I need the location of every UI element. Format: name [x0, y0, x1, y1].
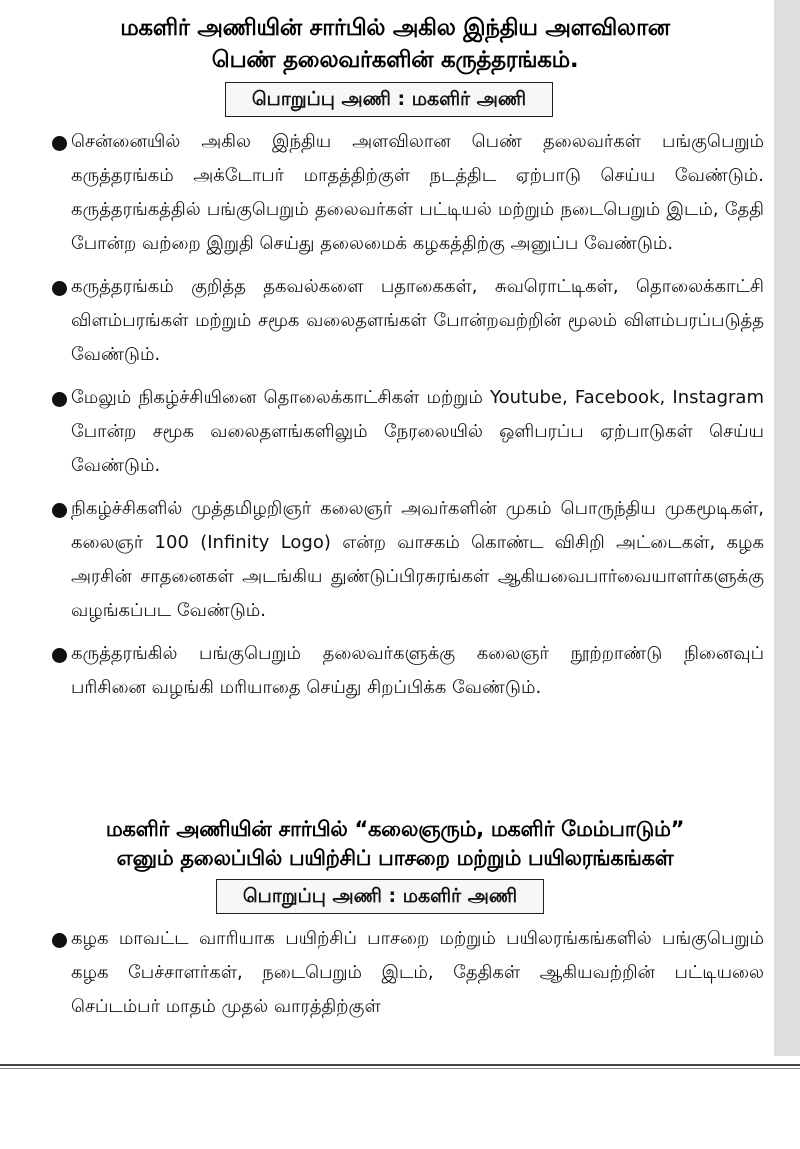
section-heading: [16, 815, 774, 873]
bottom-divider-thin: [0, 1068, 800, 1069]
section-womens-wing-seminar: [16, 12, 774, 714]
list-item: [16, 492, 774, 628]
list-item: [16, 922, 774, 1024]
section-heading: [16, 12, 774, 76]
bullet-icon: [52, 281, 67, 296]
heading-line-2: பெண் தலைவர்களின் கருத்தரங்கம்.: [211, 47, 579, 73]
section-training-workshops: [16, 815, 774, 1033]
bullet-list: [16, 922, 774, 1024]
bullet-text: சென்னையில் அகில இந்திய அளவிலான பெண் தலைவர்கள் பங்குபெறும் கருத்தரங்கம் அக்டோபர் மாதத்திற்குள் நடத்திட ஏற்பாடு செய்ய வேண்டும். கருத்தரங்கத்தில் பங்குபெறும் தலைவர்கள் பட்டியல் மற்றும் நடைபெறும் இடம், தேதி போன்ற வற்றை இறுதி செய்து தலைமைக் கழகத்திற்கு அனுப்ப வேண்டும்.: [71, 131, 764, 254]
bullet-icon: [52, 503, 67, 518]
bullet-list: [16, 125, 774, 705]
bullet-icon: [52, 136, 67, 151]
bullet-text: கழக மாவட்ட வாரியாக பயிற்சிப் பாசறை மற்றும் பயிலரங்கங்களில் பங்குபெறும் கழக பேச்சாளர்கள், நடைபெறும் இடம், தேதிகள் ஆகியவற்றின் பட்டியலை செப்டம்பர் மாதம் முதல் வாரத்திற்குள்: [71, 928, 764, 1017]
bullet-text: நிகழ்ச்சிகளில் முத்தமிழறிஞர் கலைஞர் அவர்களின் முகம் பொருந்திய முகமூடிகள், கலைஞர் 100 (Infinity Logo) என்ற வாசகம் கொண்ட விசிறி அட்டைகள், கழக அரசின் சாதனைகள் அடங்கிய துண்டுப்பிரசுரங்கள் ஆகியவைபார்வையாளர்களுக்கு வழங்கப்பட வேண்டும்.: [71, 498, 764, 621]
page-margin: [774, 0, 800, 1056]
bullet-icon: [52, 392, 67, 407]
responsibility-tag: பொறுப்பு அணி : மகளிர் அணி: [225, 82, 553, 117]
bullet-icon: [52, 933, 67, 948]
heading-line-1: மகளிர் அணியின் சார்பில் “கலைஞரும், மகளிர் மேம்பாடும்”: [105, 817, 685, 841]
bottom-divider: [0, 1064, 800, 1066]
list-item: [16, 381, 774, 483]
bullet-text: கருத்தரங்கம் குறித்த தகவல்களை பதாகைகள், சுவரொட்டிகள், தொலைக்காட்சி விளம்பரங்கள் மற்றும் சமூக வலைதளங்கள் போன்றவற்றின் மூலம் விளம்பரப்படுத்த வேண்டும்.: [71, 276, 764, 365]
list-item: [16, 637, 774, 705]
list-item: [16, 125, 774, 261]
bullet-text: மேலும் நிகழ்ச்சியினை தொலைக்காட்சிகள் மற்றும் Youtube, Facebook, Instagram போன்ற சமூக வலைதளங்களிலும் நேரலையில் ஒளிபரப்ப ஏற்பாடுகள் செய்ய வேண்டும்.: [71, 387, 764, 476]
heading-line-1: மகளிர் அணியின் சார்பில் அகில இந்திய அளவிலான: [120, 15, 670, 41]
list-item: [16, 270, 774, 372]
heading-line-2: எனும் தலைப்பில் பயிற்சிப் பாசறை மற்றும் பயிலரங்கங்கள்: [116, 846, 674, 870]
bullet-icon: [52, 648, 67, 663]
bullet-text: கருத்தரங்கில் பங்குபெறும் தலைவர்களுக்கு கலைஞர் நூற்றாண்டு நினைவுப் பரிசினை வழங்கி மரியாதை செய்து சிறப்பிக்க வேண்டும்.: [71, 643, 764, 698]
responsibility-tag: பொறுப்பு அணி : மகளிர் அணி: [216, 879, 544, 914]
